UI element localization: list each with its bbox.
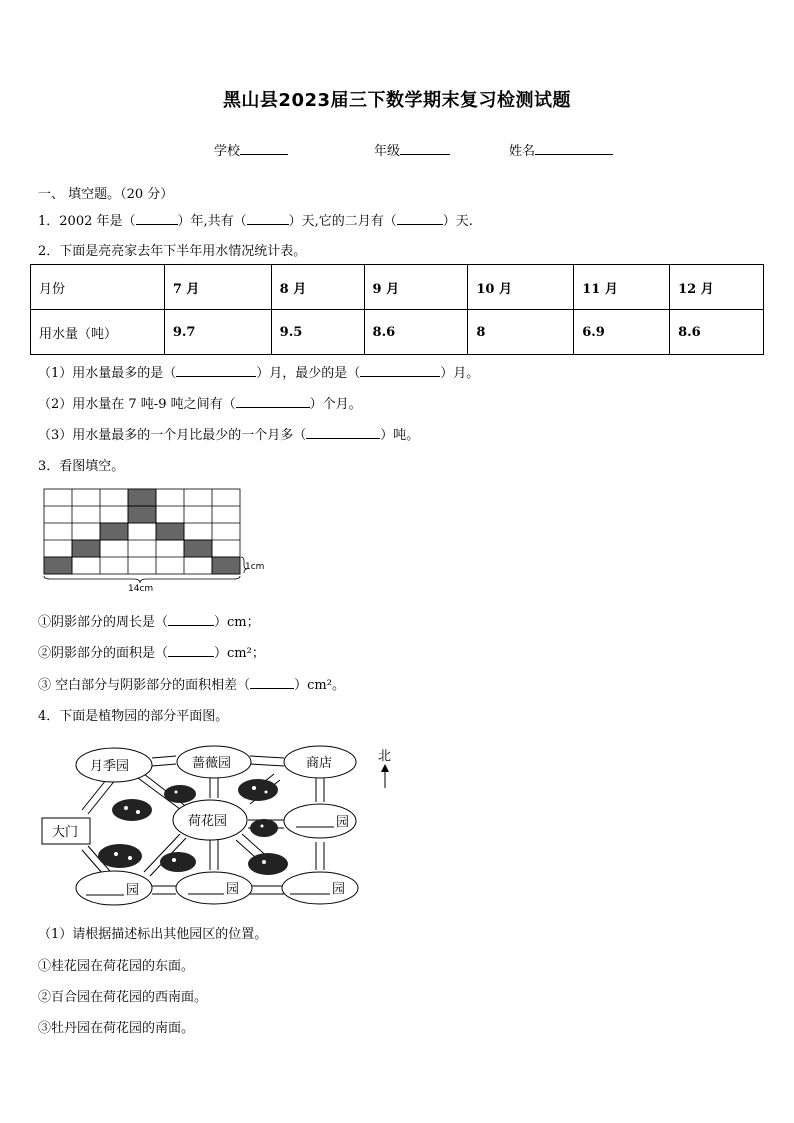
north-arrowhead-icon (381, 764, 389, 772)
q3-s2-text-a: ②阴影部分的面积是（ (38, 646, 169, 661)
label-14cm: 14cm (128, 584, 154, 594)
bush-icon (98, 844, 142, 868)
label-hehua: 荷花园 (188, 814, 228, 829)
label-garden-suffix: 园 (126, 883, 140, 898)
label-qiangwei: 蔷薇园 (192, 756, 232, 771)
road (210, 776, 218, 798)
shaded-cell (212, 557, 240, 574)
table-cell: 11 月 (574, 265, 670, 310)
table-cell: 9.7 (164, 310, 271, 355)
road (152, 886, 176, 894)
road (250, 886, 284, 894)
garden-map (38, 738, 408, 910)
road (316, 776, 324, 802)
table-cell: 7 月 (164, 265, 271, 310)
table-cell: 8.6 (364, 310, 468, 355)
q1-text-b: ）年,共有（ (177, 214, 247, 229)
garden-sw-blank (76, 871, 152, 905)
school-field (214, 140, 288, 159)
garden-se-blank (282, 872, 358, 904)
question-1 (38, 210, 473, 229)
shaded-cell (44, 557, 72, 574)
q2-s2-text-a: （2）用水量在 7 吨-9 吨之间有（ (38, 397, 236, 412)
label-garden-suffix: 园 (336, 815, 350, 830)
page-title: 黑山县2023届三下数学期末复习检测试题 (222, 90, 572, 111)
q2-sub-3 (38, 424, 419, 443)
label-shop: 商店 (306, 756, 333, 771)
bush-icon (160, 852, 196, 872)
label-gate: 大门 (52, 825, 79, 840)
bush-icon (238, 779, 278, 801)
q4-intro: 4．下面是植物园的部分平面图。 (38, 709, 229, 724)
q1-text-a: 1．2002 年是（ (38, 214, 136, 229)
q4-item-b: ②百合园在荷花园的西南面。 (38, 990, 208, 1005)
q3-sub-3 (38, 674, 345, 693)
q1-blank-2[interactable] (247, 212, 289, 225)
table-cell: 8.6 (670, 310, 764, 355)
brace-bottom (44, 576, 240, 583)
name-label: 姓名 (509, 144, 536, 159)
table-row-usage (31, 310, 764, 355)
section-heading: 一、 填空题。（20 分） (38, 187, 174, 202)
table-cell: 6.9 (574, 310, 670, 355)
q2-sub-2 (38, 393, 362, 412)
road (250, 756, 284, 766)
shaded-cell (100, 523, 128, 540)
q2-s1-blank-2[interactable] (360, 364, 440, 377)
shaded-cell (128, 489, 156, 506)
shaded-cell (72, 540, 100, 557)
name-blank[interactable] (535, 142, 613, 155)
q4-sub-1: （1）请根据描述标出其他园区的位置。 (38, 927, 268, 942)
table-cell: 8 月 (271, 265, 364, 310)
shaded-cell (128, 506, 156, 523)
q3-s1-blank[interactable] (168, 613, 214, 626)
label-garden-suffix: 园 (332, 882, 346, 897)
table-cell: 9 月 (364, 265, 468, 310)
q3-s3-blank[interactable] (250, 676, 294, 689)
q3-intro: 3．看图填空。 (38, 459, 125, 474)
q2-s1-text-a: （1）用水量最多的是（ (38, 366, 177, 381)
q2-s2-text-b: ）个月。 (309, 397, 362, 412)
q4-item-a: ①桂花园在荷花园的东面。 (38, 959, 195, 974)
label-north: 北 (378, 749, 392, 764)
table-cell: 用水量（吨） (31, 310, 165, 355)
garden-south-blank (176, 872, 252, 904)
table-cell: 月份 (31, 265, 165, 310)
q2-s1-blank-1[interactable] (176, 364, 256, 377)
bush-icon (250, 819, 278, 837)
q2-intro: 2．下面是亮亮家去年下半年用水情况统计表。 (38, 244, 307, 259)
school-blank[interactable] (240, 142, 288, 155)
grid-figure (40, 488, 280, 594)
q2-s3-blank[interactable] (306, 426, 380, 439)
road (152, 756, 176, 766)
label-garden-suffix: 园 (226, 882, 240, 897)
q3-s1-text-a: ①阴影部分的周长是（ (38, 615, 169, 630)
table-cell: 10 月 (468, 265, 574, 310)
table-cell: 8 (468, 310, 574, 355)
q2-s2-blank[interactable] (236, 395, 310, 408)
label-yueji: 月季园 (90, 759, 130, 774)
q2-s1-text-b: ）月，最少的是（ (256, 366, 361, 381)
q4-item-c: ③牡丹园在荷花园的南面。 (38, 1021, 195, 1036)
q1-blank-3[interactable] (397, 212, 443, 225)
shaded-cell (184, 540, 212, 557)
bush-icon (164, 785, 196, 803)
table-cell: 9.5 (271, 310, 364, 355)
q3-s3-text-a: ③ 空白部分与阴影部分的面积相差（ (38, 678, 251, 693)
grade-field (374, 140, 450, 159)
q3-s2-blank[interactable] (168, 644, 214, 657)
name-field (509, 140, 613, 159)
q3-s3-text-b: ）cm²。 (294, 678, 345, 693)
q1-text-c: ）天,它的二月有（ (288, 214, 397, 229)
q2-s3-text-b: ）吨。 (380, 428, 420, 443)
table-cell: 12 月 (670, 265, 764, 310)
grade-label: 年级 (374, 144, 401, 159)
q1-blank-1[interactable] (136, 212, 178, 225)
q2-s1-text-c: ）月。 (440, 366, 480, 381)
bush-icon (112, 799, 152, 821)
water-usage-table (30, 264, 764, 355)
school-label: 学校 (214, 144, 241, 159)
label-1cm: 1cm (245, 562, 265, 572)
q3-s2-text-b: ）cm²； (214, 646, 265, 661)
q3-sub-1 (38, 611, 260, 630)
road (210, 840, 218, 870)
grade-blank[interactable] (400, 142, 450, 155)
q1-text-d: ）天. (442, 214, 473, 229)
table-row-months (31, 265, 764, 310)
road (316, 842, 324, 870)
q3-sub-2 (38, 642, 265, 661)
q2-sub-1 (38, 362, 479, 381)
q3-s1-text-b: ）cm； (214, 615, 260, 630)
shaded-cell (156, 523, 184, 540)
bush-icon (248, 853, 288, 875)
q2-s3-text-a: （3）用水量最多的一个月比最少的一个月多（ (38, 428, 307, 443)
